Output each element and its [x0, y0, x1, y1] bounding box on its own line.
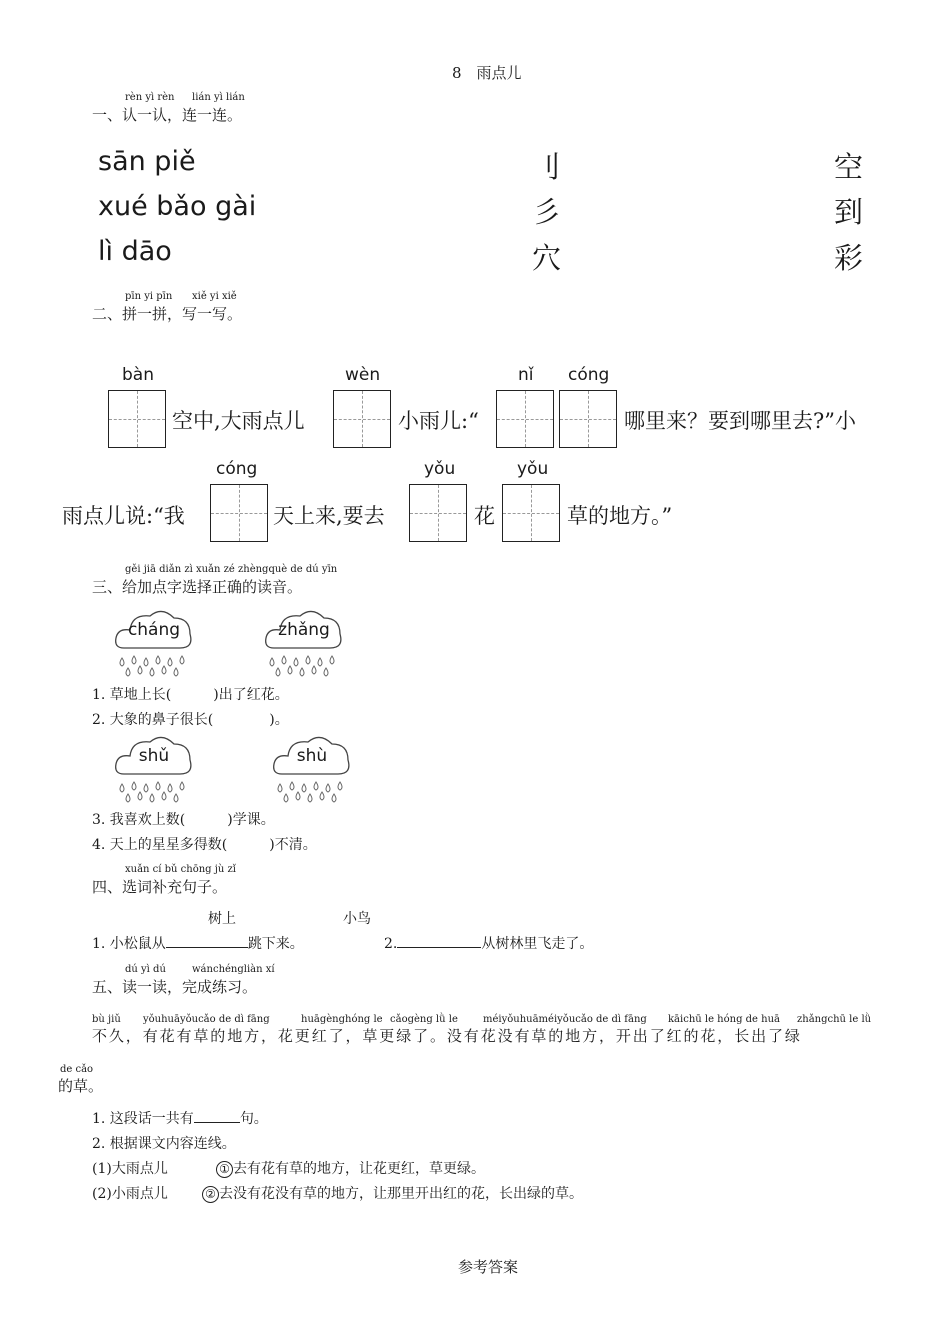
- sentence-2-end: 从树林里飞走了。: [481, 936, 594, 952]
- fill-text: 小雨儿:“: [398, 409, 479, 433]
- radical-item: 彡: [532, 195, 562, 229]
- radical-item: 穴: [532, 241, 562, 275]
- writing-box[interactable]: [210, 484, 268, 542]
- sentence-1: [92, 933, 304, 953]
- box-pinyin: yǒu: [424, 459, 456, 479]
- box-pinyin: cóng: [216, 459, 258, 479]
- radical-item: 刂: [532, 150, 562, 184]
- match-left-2[interactable]: (2)小雨点儿: [92, 1186, 168, 1202]
- sentence-1-end: 跳下来。: [247, 936, 304, 952]
- sec1-ruby-2: lián yì lián: [192, 92, 245, 103]
- word-option: 树上: [208, 911, 236, 927]
- exercise-2: 2. 根据课文内容连线。: [92, 1136, 236, 1152]
- answer-key-heading: 参考答案: [458, 1258, 519, 1276]
- pinyin-item: sān piě: [98, 146, 196, 177]
- sec5-ruby-1: dú yì dú: [125, 964, 166, 975]
- writing-box[interactable]: [409, 484, 467, 542]
- pinyin-item: lì dāo: [98, 236, 172, 267]
- match-left-1[interactable]: (1)大雨点儿: [92, 1161, 168, 1177]
- writing-box[interactable]: [559, 390, 617, 448]
- cloud-pinyin: shù: [296, 746, 328, 766]
- question-4: 4. 天上的星星多得数( )不清。: [92, 837, 317, 853]
- sec2-label: 二、拼一拼，写一写。: [92, 305, 243, 323]
- cloud-pinyin: zhǎng: [278, 620, 330, 640]
- paragraph-line-1: 不久，有花有草的地方，花更红了，草更绿了。没有花没有草的地方，开出了红的花，长出了绿: [92, 1027, 802, 1045]
- sec4-label: 四、选词补充句子。: [92, 878, 228, 896]
- char-item: 空: [834, 150, 864, 184]
- char-item: 彩: [834, 241, 864, 275]
- para-pinyin: bù jiǔ: [92, 1014, 121, 1025]
- rain-cloud[interactable]: [114, 606, 194, 686]
- answer-blank[interactable]: [194, 1122, 240, 1123]
- page-title: 8 雨点儿: [452, 64, 522, 82]
- exercise-1-end: 句。: [239, 1111, 268, 1127]
- fill-text: 花: [474, 504, 495, 528]
- para-pinyin: zhǎngchū le lǜ: [797, 1014, 872, 1025]
- fill-text: 雨点儿说:“我: [62, 504, 185, 528]
- rain-cloud[interactable]: [264, 606, 344, 686]
- cloud-icon: [272, 732, 352, 804]
- match-right-1-text: 去有花有草的地方，让花更红，草更绿。: [233, 1161, 485, 1177]
- sec5-ruby-2: wánchéngliàn xí: [192, 964, 275, 975]
- rain-cloud[interactable]: [272, 732, 352, 812]
- match-right-2[interactable]: [202, 1183, 583, 1203]
- box-pinyin: wèn: [345, 365, 381, 385]
- fill-text: 哪里来？要到哪里去?”小: [624, 409, 856, 433]
- char-item: 到: [834, 195, 864, 229]
- paragraph-line-2: 的草。: [58, 1077, 104, 1095]
- para-pinyin: méiyǒuhuāméiyǒucǎo de dì fāng: [483, 1014, 647, 1025]
- writing-box[interactable]: [108, 390, 166, 448]
- question-3: 3. 我喜欢上数( )学课。: [92, 812, 275, 828]
- pinyin-item: xué bǎo gài: [98, 191, 257, 222]
- sec1-label: 一、认一认，连一连。: [92, 106, 243, 124]
- writing-box[interactable]: [502, 484, 560, 542]
- sec3-label: 三、给加点字选择正确的读音。: [92, 578, 303, 596]
- question-1: 1. 草地上长( )出了红花。: [92, 687, 289, 703]
- sentence-1-start: 1. 小松鼠从: [92, 936, 166, 952]
- match-right-2-text: 去没有花没有草的地方，让那里开出红的花，长出绿的草。: [219, 1186, 583, 1202]
- circle-number: ①: [216, 1161, 233, 1178]
- exercise-1: [92, 1108, 268, 1128]
- writing-box[interactable]: [496, 390, 554, 448]
- fill-text: 空中,大雨点儿: [172, 409, 305, 433]
- box-pinyin: cóng: [568, 365, 610, 385]
- cloud-icon: [264, 606, 344, 678]
- para-pinyin: yǒuhuāyǒucǎo de dì fāng: [143, 1014, 270, 1025]
- match-right-1[interactable]: [216, 1158, 485, 1178]
- answer-blank[interactable]: [397, 947, 481, 948]
- para-pinyin: kāichū le hóng de huā: [668, 1014, 780, 1025]
- answer-blank[interactable]: [166, 947, 248, 948]
- para-pinyin: de cǎo: [60, 1064, 94, 1075]
- cloud-pinyin: cháng: [127, 620, 181, 640]
- writing-box[interactable]: [333, 390, 391, 448]
- sec1-ruby-1: rèn yì rèn: [125, 92, 175, 103]
- question-2: 2. 大象的鼻子很长( )。: [92, 712, 289, 728]
- cloud-pinyin: shǔ: [138, 746, 170, 766]
- sec2-ruby-2: xiě yi xiě: [192, 291, 237, 302]
- sec5-label: 五、读一读，完成练习。: [92, 978, 258, 996]
- para-pinyin: cǎogèng lǜ le: [390, 1014, 458, 1025]
- sec2-ruby-1: pīn yi pīn: [125, 291, 173, 302]
- exercise-1-start: 1. 这段话一共有: [92, 1111, 194, 1127]
- fill-text: 草的地方。”: [567, 504, 673, 528]
- fill-text: 天上来,要去: [273, 504, 385, 528]
- sentence-2-start: 2.: [384, 936, 398, 952]
- sentence-2: [384, 933, 593, 953]
- cloud-icon: [114, 606, 194, 678]
- circle-number: ②: [202, 1186, 219, 1203]
- box-pinyin: nǐ: [518, 365, 534, 385]
- box-pinyin: bàn: [122, 365, 154, 385]
- cloud-icon: [114, 732, 194, 804]
- para-pinyin: huāgènghóng le: [301, 1014, 383, 1025]
- box-pinyin: yǒu: [517, 459, 549, 479]
- word-option: 小鸟: [343, 911, 371, 927]
- sec3-ruby: gěi jiā diǎn zì xuǎn zé zhèngquè de dú yīn: [125, 564, 338, 575]
- rain-cloud[interactable]: [114, 732, 194, 812]
- sec4-ruby: xuǎn cí bǔ chōng jù zǐ: [125, 864, 236, 875]
